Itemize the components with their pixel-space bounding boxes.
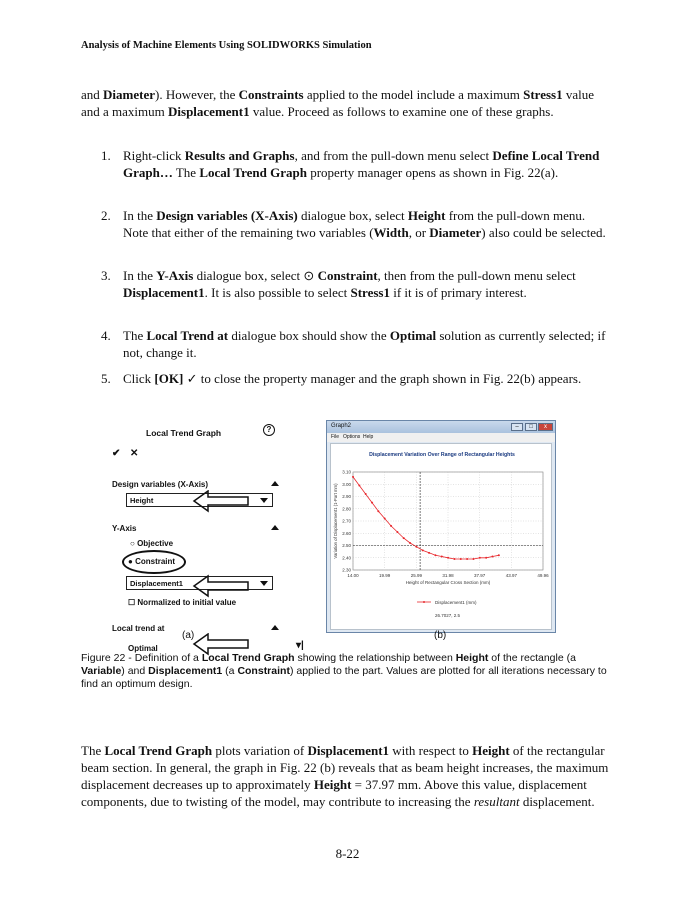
fig-b-label: (b) [434, 630, 447, 641]
local-trend-graph-panel [108, 410, 308, 653]
objective-radio[interactable]: ○ Objective [130, 539, 174, 548]
fig-a-label: (a) [182, 630, 195, 641]
chart-title: Displacement Variation Over Range of Rectangular Heights [369, 452, 515, 458]
collapse-caret-icon[interactable] [271, 525, 279, 530]
step-4: 4. The Local Trend at dialogue box should show the Optimal solution as currently selected; if not, change it. [101, 328, 606, 360]
constraint-radio[interactable]: ● Constraint [128, 557, 176, 566]
close-icon[interactable]: x [538, 423, 553, 431]
x-tick-label: 43.97 [505, 573, 517, 578]
y-tick-label: 2.30 [342, 567, 351, 573]
menu-bar [327, 433, 555, 442]
y-axis-label: Variation of Displacement1 (1-Part mm) [333, 483, 338, 559]
data-point [498, 554, 500, 556]
y-tick-label: 2.60 [342, 530, 351, 536]
data-point [491, 556, 493, 558]
menu-file[interactable]: File [331, 434, 340, 440]
normalize-checkbox[interactable]: ☐ Normalized to initial value [128, 598, 237, 607]
chevron-down-icon [260, 498, 268, 503]
data-point [460, 558, 462, 560]
window-title: Graph2 [331, 423, 352, 429]
data-point [403, 537, 405, 539]
data-point [479, 557, 481, 559]
maximize-icon[interactable]: □ [525, 423, 537, 431]
window-titlebar [327, 421, 555, 433]
dropdown-icon[interactable]: ▾| [296, 640, 304, 651]
legend-marker [423, 601, 425, 603]
step-2: 2. In the Design variables (X-Axis) dialogue box, select Height from the pull-down menu. Note that either of the remaining two variables (Width, or Diameter) also could be selected. [101, 208, 606, 240]
displacement-chart [331, 444, 553, 631]
y-axis-select[interactable]: Displacement1 [126, 576, 273, 590]
x-tick-label: 25.99 [410, 573, 422, 578]
x-tick-label: 31.98 [442, 573, 454, 578]
data-point [365, 493, 367, 495]
data-point [390, 525, 392, 527]
graph-window [326, 420, 556, 633]
menu-options[interactable]: Options [343, 434, 361, 440]
intro-paragraph: and Diameter). However, the Constraints applied to the model include a maximum Stress1 value and a maximum Displacement1 value. Proceed as follows to examine one of these graphs. [81, 87, 595, 119]
y-tick-label: 2.40 [342, 555, 351, 561]
x-axis-label: Height of Rectangular Cross Section (mm) [405, 580, 491, 585]
design-variables-label: Design variables (X-Axis) [112, 480, 209, 489]
data-point [422, 549, 424, 551]
minimize-icon[interactable]: – [511, 423, 523, 431]
running-header: Analysis of Machine Elements Using SOLIDWORKS Simulation [81, 40, 372, 51]
data-point [453, 558, 455, 560]
menu-help[interactable]: Help [363, 434, 374, 440]
closing-paragraph: The Local Trend Graph plots variation of Displacement1 with respect to Height of the rectangular beam section. In general, the graph in Fig. 22 (b) reveals that as beam height increases, the maximum displacement decreases up to approximately Height = 37.97 mm. Above this value, displacement components, due to twisting of the model, may contribute to increasing the resultant displacement. [81, 743, 609, 809]
local-trend-label: Local trend at [112, 624, 165, 633]
x-tick-label: 37.97 [474, 573, 486, 578]
step-3: 3. In the Y-Axis dialogue box, select ⊙ Constraint, then from the pull-down menu select Displacement1. It is also possible to select Stress1 if it is of primary interest. [101, 268, 576, 300]
x-tick-label: 14.00 [347, 573, 359, 578]
data-point [415, 546, 417, 548]
cursor-readout: 26.7027, 2.5 [435, 613, 461, 618]
x-tick-label: 49.96 [537, 573, 549, 578]
data-point [409, 542, 411, 544]
y-tick-label: 3.00 [342, 481, 351, 487]
data-point [371, 502, 373, 504]
data-point [472, 558, 474, 560]
y-tick-label: 2.80 [342, 506, 351, 512]
data-point [441, 556, 443, 558]
step-1: 1. Right-click Results and Graphs, and from the pull-down menu select Define Local Trend Graph… The Local Trend Graph property manager opens as shown in Fig. 22(a). [101, 148, 600, 180]
data-point [384, 518, 386, 520]
data-point [377, 510, 379, 512]
page-number: 8-22 [335, 846, 360, 861]
data-point [466, 558, 468, 560]
series-line [353, 477, 499, 559]
figure-caption: Figure 22 - Definition of a Local Trend Graph showing the relationship between Height of the rectangle (a Variable) and Displacement1 (a Constraint) applied to the part. Values are plotted for all iterations necessary to find an optimum design. [81, 652, 607, 690]
y-tick-label: 3.10 [342, 469, 351, 475]
panel-title: Local Trend Graph [146, 428, 222, 438]
design-variable-select[interactable]: Height [126, 493, 273, 507]
trend-at-select[interactable]: Optimal [128, 644, 158, 653]
ok-check-icon[interactable]: ✔ [112, 448, 121, 459]
y-tick-label: 2.90 [342, 494, 351, 499]
data-point [396, 531, 398, 533]
help-icon[interactable]: ? [263, 424, 275, 436]
data-point [428, 552, 430, 554]
y-tick-label: 2.50 [342, 543, 351, 548]
arrow-icon [194, 576, 248, 596]
data-point [485, 557, 487, 559]
data-point [358, 484, 360, 486]
collapse-caret-icon[interactable] [271, 625, 279, 630]
y-axis-label: Y-Axis [112, 524, 137, 533]
arrow-icon [194, 634, 248, 654]
cancel-x-icon[interactable]: ✕ [130, 448, 139, 459]
data-point [352, 476, 354, 478]
legend-label: Displacement1 (mm) [435, 600, 477, 605]
arrow-icon [194, 491, 248, 511]
graph-area [330, 443, 552, 630]
step-5: 5. Click [OK] ✓ to close the property manager and the graph shown in Fig. 22(b) appears. [101, 371, 582, 386]
chevron-down-icon [260, 581, 268, 586]
x-tick-label: 19.99 [379, 573, 391, 578]
radio-symbol-icon: ⊙ [303, 268, 315, 283]
data-point [434, 554, 436, 556]
callout-arrows [192, 490, 252, 620]
y-tick-label: 2.70 [342, 518, 351, 524]
collapse-caret-icon[interactable] [271, 481, 279, 486]
data-point [447, 557, 449, 559]
